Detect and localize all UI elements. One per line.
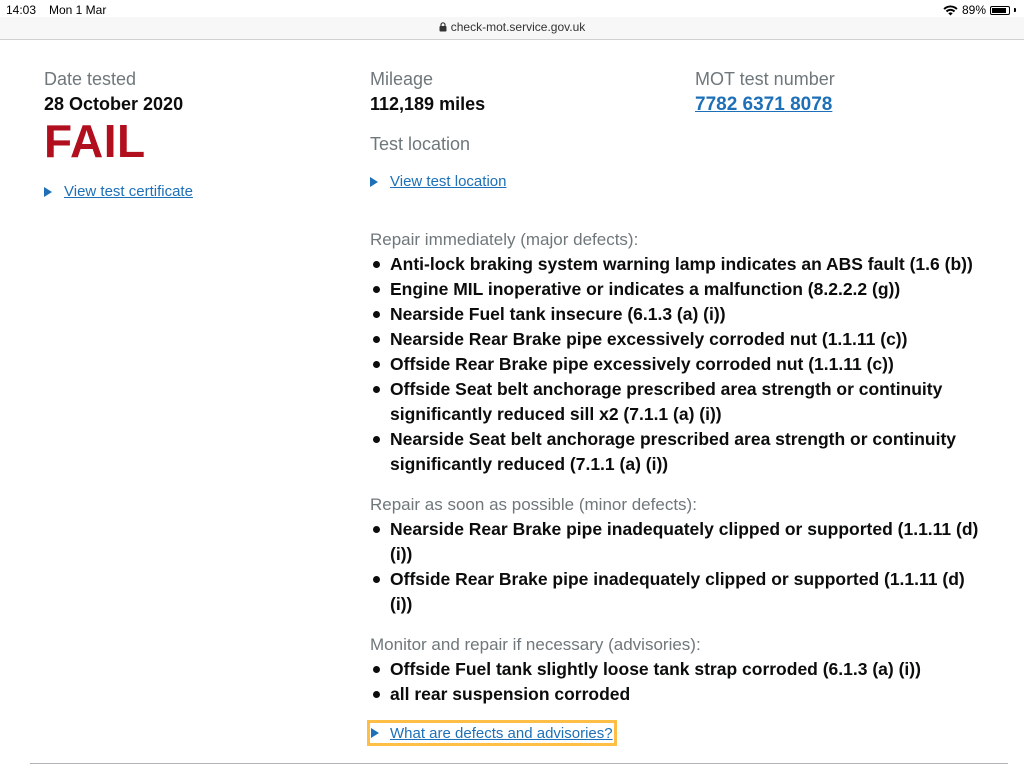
mot-test-number-label: MOT test number bbox=[695, 69, 835, 89]
minor-defects-list bbox=[370, 517, 990, 617]
list-item: Offside Rear Brake pipe inadequately clipped or supported (1.1.11 (d) (i)) bbox=[370, 567, 990, 617]
battery-fill bbox=[992, 8, 1006, 13]
mot-test-number-link[interactable]: 7782 6371 8078 bbox=[695, 94, 833, 115]
caret-right-icon bbox=[370, 177, 378, 187]
list-item: Nearside Rear Brake pipe inadequately clipped or supported (1.1.11 (d) (i)) bbox=[370, 517, 990, 567]
advisories-heading: Monitor and repair if necessary (advisories): bbox=[370, 635, 701, 654]
battery-cap bbox=[1014, 8, 1016, 12]
status-date: Mon 1 Mar bbox=[49, 3, 107, 17]
mileage-value: 112,189 miles bbox=[370, 94, 486, 114]
mileage-label: Mileage bbox=[370, 69, 434, 89]
url-bar[interactable] bbox=[0, 17, 1024, 40]
view-test-certificate-link[interactable] bbox=[44, 183, 193, 200]
defects-and-advisories-help-link[interactable] bbox=[367, 720, 617, 746]
caret-right-icon bbox=[371, 728, 379, 738]
date-tested-value: 28 October 2020 bbox=[44, 94, 184, 114]
caret-right-icon bbox=[44, 187, 52, 197]
view-test-location-link[interactable] bbox=[370, 173, 506, 190]
advisories-list bbox=[370, 657, 990, 707]
list-item: Nearside Fuel tank insecure (6.1.3 (a) (i)) bbox=[370, 302, 990, 327]
status-right-group bbox=[943, 3, 1016, 17]
test-location-label: Test location bbox=[370, 134, 471, 154]
url-text: check-mot.service.gov.uk bbox=[450, 20, 586, 34]
view-test-location-text: View test location bbox=[390, 173, 507, 190]
status-time: 14:03 bbox=[6, 3, 37, 17]
wifi-icon bbox=[943, 5, 958, 16]
date-tested-label: Date tested bbox=[44, 69, 137, 89]
view-test-certificate-text: View test certificate bbox=[64, 183, 193, 200]
defects-and-advisories-help-text: What are defects and advisories? bbox=[390, 724, 613, 742]
major-defects-heading: Repair immediately (major defects): bbox=[370, 230, 639, 249]
test-result: FAIL bbox=[44, 115, 146, 167]
list-item: Offside Fuel tank slightly loose tank strap corroded (6.1.3 (a) (i)) bbox=[370, 657, 990, 682]
list-item: Offside Seat belt anchorage prescribed area strength or continuity significantly reduced sill x2 (7.1.1 (a) (i)) bbox=[370, 377, 990, 427]
list-item: Nearside Seat belt anchorage prescribed area strength or continuity significantly reduced (7.1.1 (a) (i)) bbox=[370, 427, 990, 477]
minor-defects-heading: Repair as soon as possible (minor defects): bbox=[370, 495, 697, 514]
list-item: Anti-lock braking system warning lamp indicates an ABS fault (1.6 (b)) bbox=[370, 252, 990, 277]
list-item: Engine MIL inoperative or indicates a malfunction (8.2.2.2 (g)) bbox=[370, 277, 990, 302]
list-item: Offside Rear Brake pipe excessively corroded nut (1.1.11 (c)) bbox=[370, 352, 990, 377]
major-defects-list bbox=[370, 252, 990, 477]
list-item: Nearside Rear Brake pipe excessively corroded nut (1.1.11 (c)) bbox=[370, 327, 990, 352]
battery-percent: 89% bbox=[961, 3, 986, 17]
section-divider bbox=[30, 763, 1008, 764]
lock-icon bbox=[439, 22, 447, 32]
list-item: all rear suspension corroded bbox=[370, 682, 990, 707]
battery-icon bbox=[990, 6, 1010, 15]
